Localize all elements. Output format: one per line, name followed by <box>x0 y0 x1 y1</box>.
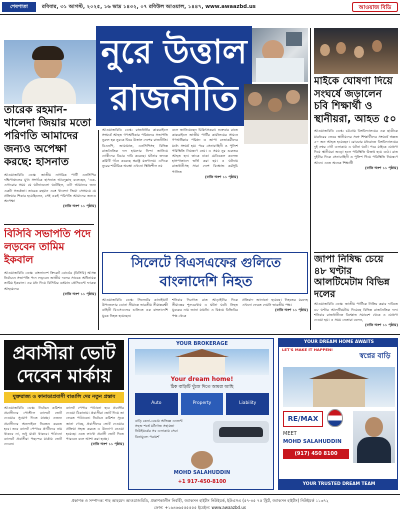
japa-story-body: আওয়াজবিডি ডেস্ক: জাতীয় পার্টিকে নিষিদ্ধ করার দাবিতে ৪৮ ঘণ্টার আলটিমেটাম দিয়েছে বিভিন্ন রাজনৈতিক দল। শনিবার রাজধানীতে বিক্ষোভ সমাবেশ থেকে এ ঘোষণা দেওয়া হয়। এ সময় নেতারা বলেন, <box>314 302 398 322</box>
ad-point: বাড়ি কেনা-বেচায় অভিজ্ঞ এজেন্ট <box>135 419 183 423</box>
center-right-rule <box>310 28 311 330</box>
banner-headline <box>96 26 252 126</box>
right-story-body: আওয়াজবিডি ডেস্ক: চট্টগ্রাম বিশ্ববিদ্যালয়ের এক ছাত্রীকে মারধরের জেরে স্থানীয়দের সঙ্গে শিক্ষার্থীদের সংঘর্ষে অন্তত ৫০ জন আহত হয়েছেন। রোববার মধ্যরাতে বিশ্ববিদ্যালয়ের দুই নম্বর গেট এলাকায় এ ঘটনা ঘটে। পরে মাইকে ঘোষণা দিয়ে স্থানীয়রা জড়ো হলে পরিস্থিতি উত্তপ্ত হয়ে ওঠে। রাত দুইটার দিকে সেনাবাহিনী ও পুলিশ গিয়ে পরিস্থিতি নিয়ন্ত্রণে আনে। এতে অনেক শিক্ষার্থী <box>314 129 398 165</box>
left-story <box>4 104 96 224</box>
right-story-continued: (বাকি অংশ ১১ পৃষ্ঠায়) <box>364 165 398 170</box>
ad-car-image <box>213 421 269 443</box>
remax-logo-text: RE/MAX <box>287 415 319 423</box>
ad-point: সহজ শর্তে মর্টগেজ সহায়তা <box>135 424 175 429</box>
expat-text-1: আওয়াজবিডি ডেস্ক: নির্বাচন কমিশন প্রবাসীদের পোস্টাল ব্যালটে ভোট দেওয়ার সুযোগ দিতে যাচ্ছে। এজন্য প্রবাসীদের অনলাইনে নিবন্ধন করতে হবে। তবে ব্যালট পেপারে প্রার্থীদের নাম থাকবে না, শুধু মার্কা থাকবে। পাঠানো ব্যালটে প্রবাসীরা পছন্দের মার্কায় ভোট দেবেন। <box>4 406 62 447</box>
expat-strap-text: যুক্তরাজ্য ও কানাডাপ্রবাসী বাঙালি দের নতুন প্রস্তাব <box>12 394 116 400</box>
sylhet-story-col-1 <box>102 298 168 332</box>
newspaper-logo: আওয়াজ বিডি <box>352 2 398 12</box>
masthead <box>0 0 400 14</box>
bcb-story-continued: (বাকি অংশ ১১ পৃষ্ঠায়) <box>62 291 96 296</box>
remax-balloon-icon <box>327 409 343 427</box>
sylhet-text-2: শনিবার দিবাগত রাত আড়াইটার দিকে সীমান্তের শূন্যরেখায় এ ঘটনা ঘটে। নিহত যুবকের নাম জানা যায়নি। এ বিষয়ে বিজিবির পক্ষ থেকে <box>172 298 238 318</box>
expat-text-2: ব্যালট পেপার পাঠানো হবে প্রবাসীর দেওয়া ঠিকানায়। প্রবাসীরা ভোট দিয়ে তা ফেরত পাঠাবেন। নির্বাচন কমিশন সূত্রে জানা গেছে, প্রবাসীদের ভোট দেওয়ার প্রক্রিয়া সহজ করতে এ উদ্যোগ নেওয়া হয়েছে। এতে লাখো প্রবাসী ভোট দিতে পারবেন বলে আশা করা হচ্ছে। <box>66 406 124 442</box>
remax-cta: MEET <box>283 431 297 437</box>
japa-story-headline: জাপা নিষিদ্ধ চেয়ে ৪৮ ঘণ্টার আলটিমেটাম বিভিন্ন দলের <box>314 254 390 300</box>
remax-agent-photo <box>353 411 395 463</box>
bcb-story <box>4 228 96 328</box>
section-badge: শেষপাতা <box>2 2 36 12</box>
bcb-story-headline: বিসিবি সভাপতি পদে লড়বেন তামিম ইকবাল <box>4 228 91 266</box>
ad-tagline: ঠিক বাড়িটি খুঁজে দিতে আমরা আছি <box>170 385 234 390</box>
center-story-text-1: আওয়াজবিডি ডেস্ক: রাজধানীর কাকরাইলে সংঘর্ষে আহত গণঅধিকার পরিষদের সভাপতি নুরুল হক নুরকে ঘিরে উত্তাল দেশের রাজনীতি। বিএনপি, জামায়াত, এনসিপিসহ বিভিন্ন রাজনৈতিক দল হামলার নিন্দা জানিয়ে দোষীদের বিচার দাবি করেছে। ঘটনার তদন্তে কমিটি গঠন করেছে স্বরাষ্ট্র মন্ত্রণালয়। এদিকে নুরের শারীরিক অবস্থা এখনো স্থিতিশীল নয় <box>102 128 168 169</box>
university-clash-photo <box>314 28 398 74</box>
center-left-rule <box>98 130 99 330</box>
left-col-rule <box>4 224 94 225</box>
ad-services <box>135 393 269 415</box>
ad-point: নিউইয়র্কের সব এলাকায় সেবা <box>135 429 178 434</box>
banner-line-1: নুরে উত্তাল <box>100 32 248 71</box>
expat-strap <box>4 392 124 403</box>
japa-story <box>314 254 398 332</box>
sylhet-story-header <box>102 252 308 294</box>
footer-contact: ফোন: +১৬৪৬৬৫৫৫৫৫৫ ইমেইল: www.awaazbd.us <box>154 505 246 510</box>
remax-ad-banner: YOUR DREAM HOME AWAITS <box>279 339 398 347</box>
left-story-continued: (বাকি অংশ ১১ পৃষ্ঠায়) <box>62 204 96 209</box>
remax-brand-bn: স্বপ্নের বাড়ি <box>359 352 391 360</box>
ad-phone[interactable]: +1 917-450-8100 <box>177 479 227 485</box>
sylhet-text-1: আওয়াজবিডি ডেস্ক: সিলেটের কানাইঘাট উপজেলার ডোনা সীমান্তে ভারতীয় সীমান্তরক্ষী বাহিনী বিএসএফের গুলিতে এক বাংলাদেশি যুবক নিহত হয়েছেন। <box>102 298 168 318</box>
remax-ad[interactable] <box>278 338 398 490</box>
expat-col-2 <box>66 406 124 488</box>
ad-title: Your dream home! <box>170 376 234 383</box>
page-footer <box>4 497 396 521</box>
brokerage-ad[interactable] <box>128 338 274 490</box>
sylhet-headline-1: সিলেটে বিএসএফের গুলিতে <box>131 256 281 271</box>
sylhet-text-3: প্রতিবাদ জানানো হয়েছে। নিহতের মরদেহ এখনো ফেরত দেয়নি ভারতীয় পক্ষ। <box>242 298 308 308</box>
masthead-rule <box>0 14 400 15</box>
left-story-body: আওয়াজবিডি ডেস্ক: জাতীয় নাগরিক পার্টি এনসিপির দক্ষিণাঞ্চলের মুখ্য সংগঠক হাসনাত আবদুল্লাহ বলেছেন, ‘এক-এগারোর সময় যে ঘটনাগুলো ঘটেছিল, এটা আমাদের জন্য একটা সতর্কতা। তারেক রহমান এবং খালেদা জিয়া সেসময়ে যে প্রক্রিয়ার শিকার হয়েছিলেন, সেই একই পরিণতি আমাদের জন্যও অপেক্ষা <box>4 173 96 204</box>
ad-point: বিনামূল্যে পরামর্শ <box>135 434 160 439</box>
remax-agent-name: MOHD SALAHUDDIN <box>283 439 342 445</box>
politician-photo <box>4 40 96 104</box>
sylhet-headline-2: বাংলাদেশি নিহত <box>159 274 253 290</box>
left-story-headline: তারেক রহমান-খালেদা জিয়ার মতো পরিণতি আমাদের জন্যও অপেক্ষা করছে: হাসনাত <box>4 104 92 168</box>
hospital-photo <box>252 28 308 82</box>
ad-agent-name: MOHD SALAHUDDIN <box>173 470 231 476</box>
ad-house-image <box>135 349 269 375</box>
center-story-continued: (বাকি অংশ ১১ পৃষ্ঠায়) <box>204 174 238 179</box>
expat-headline-1: প্রবাসীরা ভোট <box>12 343 116 364</box>
dateline: রবিবার, ৩১ আগস্ট, ২০২৫, ১৬ ভাদ্র ১৪৩২, ০৭ রবিউল আওয়াল, ১৪৪৭, www.awaazbd.us <box>42 4 256 10</box>
remax-house-image <box>283 367 395 407</box>
crowd-photo <box>244 84 308 144</box>
expat-continued: (বাকি অংশ ১১ পৃষ্ঠায়) <box>90 442 124 447</box>
remax-phone[interactable]: (917) 450 8100 <box>283 449 349 459</box>
center-story-col-1 <box>102 128 168 244</box>
sylhet-continued: (বাকি অংশ ১১ পৃষ্ঠায়) <box>274 308 308 313</box>
sylhet-story-col-3 <box>242 298 308 332</box>
bcb-story-body: আওয়াজবিডি ডেস্ক: বাংলাদেশ ক্রিকেট বোর্ডের (বিসিবি) আসন্ন নির্বাচনে সভাপতি পদে লড়বেন জাতীয় দলের সাবেক অধিনায়ক তামিম ইকবাল। এর মধ্য দিয়ে বিসিবির বর্তমান প্রেসিডেন্ট ফারুক আহমেদের <box>4 271 96 291</box>
expat-headline-2: দেবেন মার্কায় <box>16 366 112 387</box>
remax-logo <box>283 411 323 427</box>
ad-agent-photo <box>191 451 213 469</box>
remax-ad-sub: LET'S MAKE IT HAPPEN! <box>282 347 333 352</box>
banner-line-2: রাজনীতি <box>110 79 238 119</box>
bottom-section-rule <box>0 334 400 335</box>
footer-imprint: প্রকাশক ও সম্পাদক: শাহ আহমেদ আওয়াজবিডি, প্রকাশকালীন নির্বাহী, জ্যাকসন হাইটস নিউইয়র্ক, ইউএসএ (৫৭-৪৫ ৭৫ স্ট্রিট, জ্যাকসন হাইটস) নিউইয়র্ক ১১৩৭২ <box>71 498 329 503</box>
expat-col-1 <box>4 406 62 488</box>
ad-service-liability: Liability <box>226 393 269 415</box>
crowd-photo-2 <box>244 146 308 246</box>
right-story <box>314 76 398 252</box>
expat-headline-box <box>4 340 124 390</box>
center-story-col-2 <box>172 128 238 244</box>
sylhet-story-col-2 <box>172 298 238 332</box>
japa-story-continued: (বাকি অংশ ১১ পৃষ্ঠায়) <box>364 323 398 328</box>
center-story-text-2: বলে জানিয়েছেন চিকিৎসকরা। শুক্রবার রাতে কাকরাইলে জাতীয় পার্টির কার্যালয়ের সামনে গণঅধিকার পরিষদ ও জাপা নেতাকর্মীদের মধ্যে সংঘর্ষ হয়। পরে সেনাবাহিনী ও পুলিশ পরিস্থিতি নিয়ন্ত্রণে নেয়। এ সময় নুর গুরুতর আহত হন। তাকে ঢাকা মেডিকেল কলেজ হাসপাতালে ভর্তি করা হয়। এ ঘটনায় রাজধানীসহ সারা দেশে বিক্ষোভ কর্মসূচি পালিত <box>172 128 238 174</box>
footer-rule <box>0 494 400 495</box>
ad-service-auto: Auto <box>135 393 178 415</box>
ad-service-property: Property <box>181 393 224 415</box>
remax-footer: YOUR TRUSTED DREAM TEAM <box>279 479 398 490</box>
ad-brand: YOUR BROKERAGE <box>176 341 228 347</box>
right-story-headline: মাইকে ঘোষণা দিয়ে সংঘর্ষে জড়ালেন চবি শিক্ষার্থী ও স্থানীয়রা, আহত ৫০ <box>314 76 397 125</box>
right-col-rule <box>314 252 398 253</box>
